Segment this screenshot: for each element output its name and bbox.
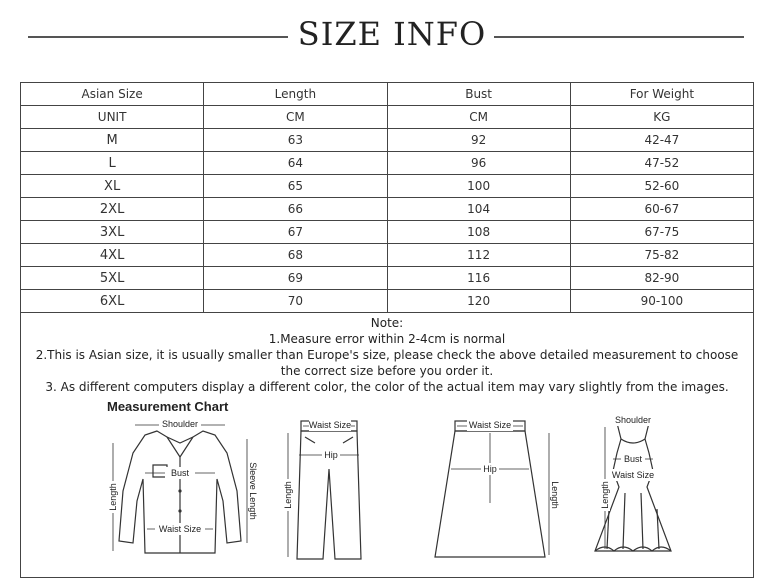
size-table	[20, 82, 754, 313]
pants-diagram	[279, 413, 369, 563]
pants-length-label: Length	[283, 481, 293, 509]
header-cell-weight: For Weight	[570, 83, 753, 106]
unit-cell: CM	[387, 106, 570, 129]
size-cell: XL	[21, 175, 204, 198]
value-cell: 92	[387, 129, 570, 152]
value-cell: 75-82	[570, 244, 753, 267]
table-row	[21, 244, 754, 267]
table-row	[21, 290, 754, 313]
notes-line-2: 2.This is Asian size, it is usually smaller than Europe's size, please check the above detailed measurement to choose the correct size before you order it.	[35, 348, 739, 378]
header-cell-size: Asian Size	[21, 83, 204, 106]
skirt-icon	[425, 413, 560, 563]
value-cell: 70	[204, 290, 387, 313]
value-cell: 42-47	[570, 129, 753, 152]
unit-cell: CM	[204, 106, 387, 129]
value-cell: 47-52	[570, 152, 753, 175]
title-divider-right	[494, 36, 744, 38]
size-cell: 2XL	[21, 198, 204, 221]
title-header	[0, 0, 772, 66]
dress-waist-label: Waist Size	[611, 470, 655, 480]
page-title: SIZE INFO	[297, 15, 487, 53]
table-row	[21, 198, 754, 221]
table-row	[21, 221, 754, 244]
notes-line-1: 1.Measure error within 2-4cm is normal	[268, 332, 506, 346]
value-cell: 100	[387, 175, 570, 198]
value-cell: 60-67	[570, 198, 753, 221]
skirt-hip-label: Hip	[483, 464, 497, 474]
value-cell: 82-90	[570, 267, 753, 290]
value-cell: 112	[387, 244, 570, 267]
skirt-length-label: Length	[550, 481, 560, 509]
value-cell: 67	[204, 221, 387, 244]
pants-icon	[279, 413, 369, 563]
value-cell: 116	[387, 267, 570, 290]
table-header-row	[21, 83, 754, 106]
value-cell: 69	[204, 267, 387, 290]
dress-shoulder-label: Shoulder	[614, 415, 652, 425]
unit-cell: KG	[570, 106, 753, 129]
notes-box	[20, 312, 754, 578]
pants-waist-label: Waist Size	[308, 420, 352, 430]
shirt-diagram	[105, 413, 258, 563]
skirt-waist-label: Waist Size	[468, 420, 512, 430]
measurement-chart-title: Measurement Chart	[107, 399, 229, 414]
title-divider-left	[28, 36, 288, 38]
shirt-shoulder-label: Shoulder	[161, 419, 199, 429]
shirt-bust-label: Bust	[170, 468, 190, 478]
table-row	[21, 175, 754, 198]
value-cell: 52-60	[570, 175, 753, 198]
value-cell: 66	[204, 198, 387, 221]
dress-diagram	[577, 413, 687, 563]
notes-line-3: 3. As different computers display a different color, the color of the actual item may vary slightly from the images.	[45, 380, 729, 394]
value-cell: 90-100	[570, 290, 753, 313]
value-cell: 63	[204, 129, 387, 152]
skirt-diagram	[425, 413, 560, 563]
shirt-waist-label: Waist Size	[158, 524, 202, 534]
size-cell: 3XL	[21, 221, 204, 244]
table-unit-row	[21, 106, 754, 129]
value-cell: 64	[204, 152, 387, 175]
value-cell: 96	[387, 152, 570, 175]
size-cell: 4XL	[21, 244, 204, 267]
value-cell: 108	[387, 221, 570, 244]
header-cell-length: Length	[204, 83, 387, 106]
table-row	[21, 267, 754, 290]
dress-bust-label: Bust	[623, 454, 643, 464]
header-cell-bust: Bust	[387, 83, 570, 106]
notes-heading: Note:	[370, 316, 404, 330]
table-row	[21, 152, 754, 175]
dress-icon	[577, 413, 687, 563]
shirt-icon	[105, 413, 258, 563]
value-cell: 120	[387, 290, 570, 313]
size-cell: L	[21, 152, 204, 175]
dress-length-label: Length	[600, 481, 610, 509]
pants-hip-label: Hip	[324, 450, 338, 460]
size-cell: M	[21, 129, 204, 152]
table-row	[21, 129, 754, 152]
value-cell: 104	[387, 198, 570, 221]
shirt-length-label: Length	[108, 483, 118, 511]
size-table-body	[21, 83, 754, 313]
unit-cell: UNIT	[21, 106, 204, 129]
notes	[21, 315, 753, 395]
value-cell: 68	[204, 244, 387, 267]
size-cell: 6XL	[21, 290, 204, 313]
shirt-sleeve-label: Sleeve Length	[248, 462, 258, 520]
value-cell: 65	[204, 175, 387, 198]
value-cell: 67-75	[570, 221, 753, 244]
size-cell: 5XL	[21, 267, 204, 290]
